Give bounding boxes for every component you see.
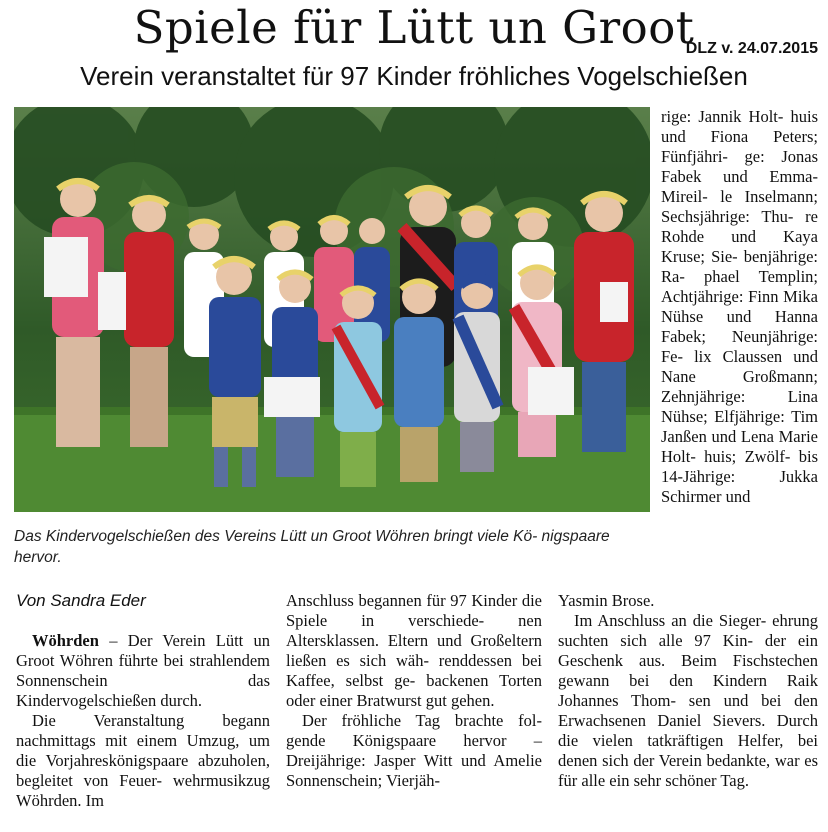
paragraph: Der fröhliche Tag brachte fol- gende Königspaare hervor – Dreijährige: Jasper Witt und Amelie Sonnenschein; Vierjäh- bbox=[286, 711, 542, 790]
dateline: DLZ v. 24.07.2015 bbox=[685, 40, 818, 57]
text-column-3 bbox=[558, 591, 818, 791]
subheadline: Verein veranstaltet für 97 Kinder fröhliches Vogelschießen bbox=[80, 61, 748, 91]
byline: Von Sandra Eder bbox=[16, 591, 146, 610]
text-column-photo-side bbox=[661, 107, 818, 507]
text-column-2 bbox=[286, 591, 542, 791]
paragraph: Im Anschluss an die Sieger- ehrung suchten sich alle 97 Kin- der ein Geschenk aus. Beim Fischstechen gewann bei den Kindern Raik Johannes Thom- sen und bei den Erwachsenen Daniel Sievers. Durch die vielen tatkräftigen Helfer, bei denen sich der Verein bedankte, war es für alle ein sehr schöner Tag. bbox=[558, 611, 818, 790]
photo-caption: Das Kindervogelschießen des Vereins Lütt un Groot Wöhren bringt viele Kö- nigspaare hervor. bbox=[14, 528, 610, 566]
photo-illustration bbox=[14, 107, 650, 512]
paragraph: rige: Jannik Holt- huis und Fiona Peters; Fünfjähri- ge: Jonas Fabek und Emma-Mireil- le Inselmann; Sechsjährige: Thu- re Rohde und Kaya Kruse; Sie- benjährige: Ra- phael Templin; Achtjährige: Finn Mika Nühse und Hanna Fabek; Neunjährige: Fe- lix Claussen und Nane Großmann; Zehnjährige: Lina Nühse; Elfjährige: Tim Janßen und Lena Marie Holt- huis; Zwölf- bis 14-Jährige: Jukka Schirmer und bbox=[661, 107, 818, 506]
headline: Spiele für Lütt un Groot bbox=[133, 1, 695, 54]
paragraph: Yasmin Brose. bbox=[558, 591, 655, 610]
place-name: Wöhrden bbox=[32, 631, 99, 650]
paragraph-lead bbox=[16, 631, 270, 711]
group-photo bbox=[14, 107, 650, 512]
lead-text: – Der Verein Lütt un Groot Wöhren führte bei strahlendem Sonnenschein das Kindervogelschießen durch. bbox=[16, 631, 270, 710]
paragraph: Die Veranstaltung begann nachmittags mit einem Umzug, um die Vorjahreskönigspaare abzuholen, begleitet von Feuer- wehrmusikzug Wöhrden. Im bbox=[16, 711, 270, 810]
paragraph: Anschluss begannen für 97 Kinder die Spiele in verschiede- nen Altersklassen. Eltern und Großeltern ließen es sich wäh- renddessen bei Kaffee, selbst ge- backenen Torten oder einer Bratwurst gut gehen. bbox=[286, 591, 542, 710]
text-column-1 bbox=[16, 631, 270, 811]
